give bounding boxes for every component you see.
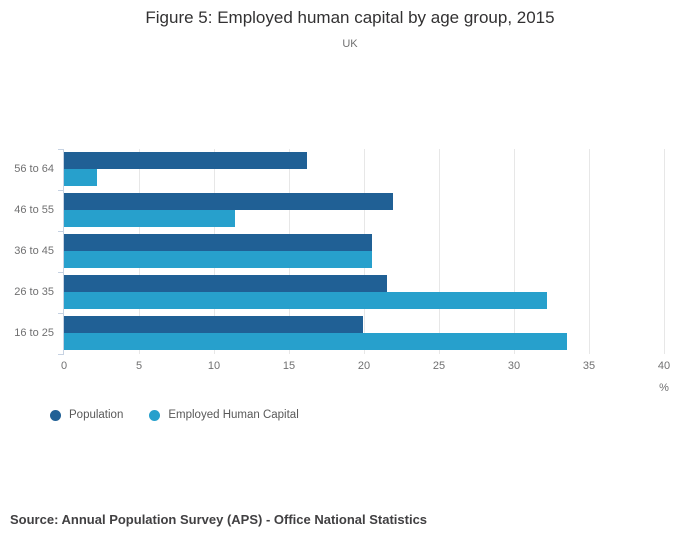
x-axis-tick-label-35: 35 [582, 360, 596, 372]
source-text: Source: Annual Population Survey (APS) - Office National Statistics [10, 512, 428, 527]
bar-employed-human-capital-16-to-25 [64, 333, 567, 350]
bar-population-36-to-45 [64, 234, 372, 251]
legend-label-population: Population [69, 409, 124, 421]
figure-subtitle: UK [342, 38, 358, 50]
y-axis-tick [58, 354, 64, 355]
x-axis-tick-label-40: 40 [657, 360, 671, 372]
bar-population-56-to-64 [64, 152, 307, 169]
y-axis-label-16-to-25: 16 to 25 [14, 327, 54, 339]
x-axis-tick-label-20: 20 [357, 360, 371, 372]
bar-employed-human-capital-26-to-35 [64, 292, 547, 309]
x-axis-tick-label-10: 10 [207, 360, 221, 372]
legend-item-employed-human-capital[interactable] [149, 409, 298, 421]
gridline-30 [514, 149, 515, 354]
gridline-25 [439, 149, 440, 354]
legend-label-employed-human-capital: Employed Human Capital [168, 409, 299, 421]
legend [50, 409, 299, 421]
y-axis-tick [58, 190, 64, 191]
gridline-35 [589, 149, 590, 354]
gridline-40 [664, 149, 665, 354]
y-axis-tick [58, 272, 64, 273]
y-axis-label-36-to-45: 36 to 45 [14, 245, 54, 257]
x-axis-tick-label-0: 0 [60, 360, 68, 372]
y-axis-tick [58, 231, 64, 232]
y-axis-tick [58, 313, 64, 314]
bar-employed-human-capital-36-to-45 [64, 251, 372, 268]
x-axis-tick-label-15: 15 [282, 360, 296, 372]
bar-employed-human-capital-46-to-55 [64, 210, 235, 227]
bar-population-26-to-35 [64, 275, 387, 292]
y-axis-label-56-to-64: 56 to 64 [14, 163, 54, 175]
legend-marker-population-icon [50, 410, 61, 421]
y-axis-labels [0, 149, 54, 354]
bar-population-46-to-55 [64, 193, 393, 210]
legend-item-population[interactable] [50, 409, 123, 421]
bar-population-16-to-25 [64, 316, 363, 333]
y-axis-label-26-to-35: 26 to 35 [14, 286, 54, 298]
x-axis-tick-label-30: 30 [507, 360, 521, 372]
plot-area [64, 149, 670, 354]
figure-title: Figure 5: Employed human capital by age group, 2015 [145, 8, 555, 27]
x-axis-unit-label: % [659, 382, 669, 394]
bar-employed-human-capital-56-to-64 [64, 169, 97, 186]
x-axis [60, 360, 684, 376]
x-axis-tick-label-25: 25 [432, 360, 446, 372]
x-axis-tick-label-5: 5 [135, 360, 143, 372]
legend-marker-employed-human-capital-icon [149, 410, 160, 421]
y-axis-label-46-to-55: 46 to 55 [14, 204, 54, 216]
y-axis-tick [58, 149, 64, 150]
